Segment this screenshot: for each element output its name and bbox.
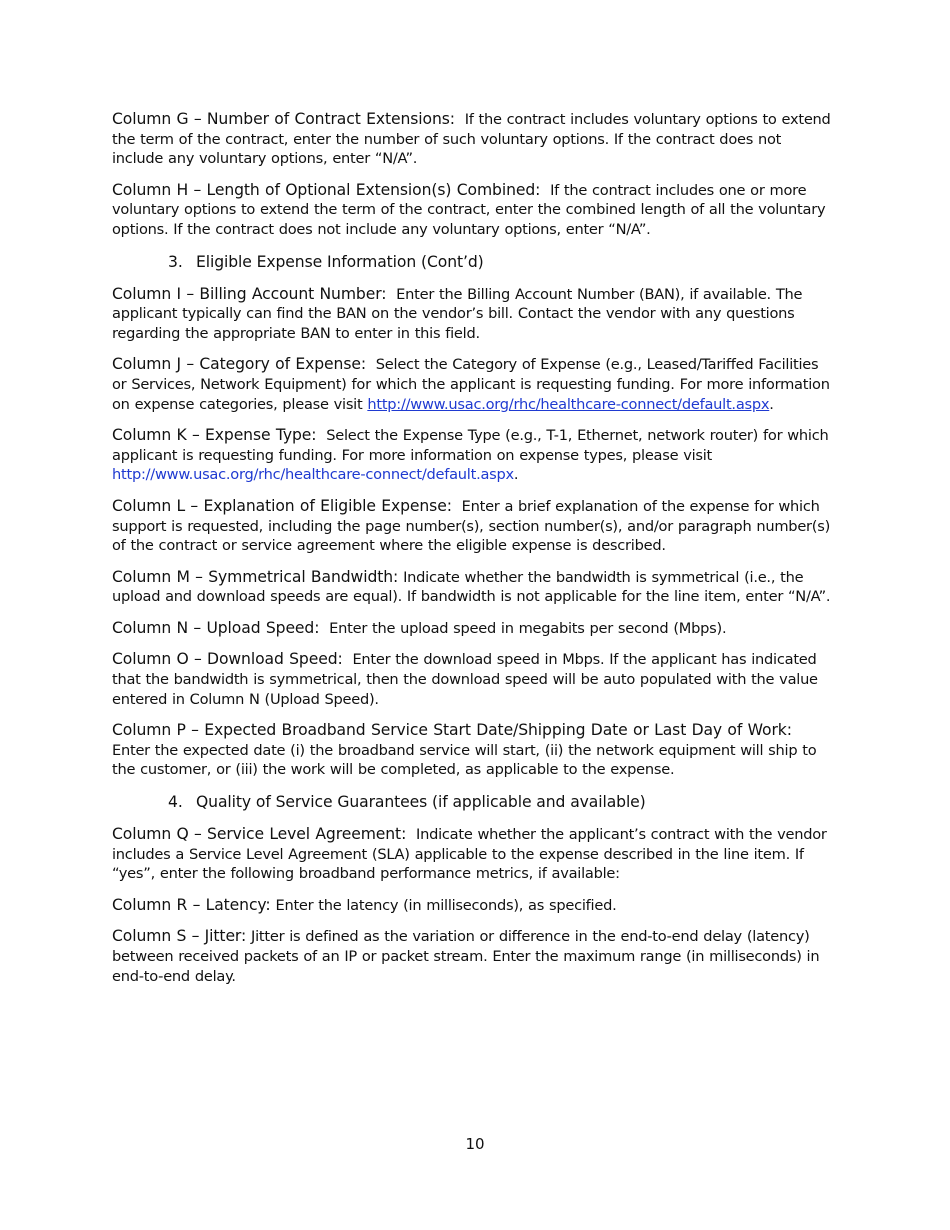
column-q-entry <box>112 825 832 884</box>
column-n-entry <box>112 619 832 639</box>
column-m-text: Indicate whether the bandwidth is symmetrical (i.e., the upload and download speeds are equal). If bandwidth is not applicable for the line item, enter “N/A”. <box>112 568 831 606</box>
column-j-period: . <box>769 395 774 413</box>
column-o-term: Column O – Download Speed: <box>112 650 343 669</box>
column-n-text: Enter the upload speed in megabits per second (Mbps). <box>329 619 727 637</box>
column-k-entry <box>112 426 832 485</box>
section-3-number: 3. <box>168 252 183 271</box>
column-s-term: Column S – Jitter: <box>112 927 247 946</box>
column-k-period: . <box>513 466 519 484</box>
column-l-text: Enter a brief explanation of the expense for which support is requested, including the page number(s), section number(s), and/or paragraph number(s) of the contract or service agreement where the eligible expense is described. <box>112 497 831 555</box>
column-r-text: Enter the latency (in milliseconds), as specified. <box>275 896 617 914</box>
column-q-text: Indicate whether the applicant’s contract with the vendor includes a Service Level Agreement (SLA) applicable to the expense described in the line item. If “yes”, enter the following broadband performance metrics, if available: <box>112 826 827 883</box>
page-number: 10 <box>465 1135 485 1153</box>
section-4-heading <box>168 792 832 812</box>
section-3-heading <box>168 252 832 272</box>
column-o-entry <box>112 650 832 709</box>
column-r-term: Column R – Latency: <box>112 895 271 914</box>
column-p-term: Column P – Expected Broadband Service Start Date/Shipping Date or Last Day of Work: <box>112 721 792 740</box>
column-g-entry <box>112 110 832 169</box>
column-l-entry <box>112 497 832 556</box>
column-i-text: Enter the Billing Account Number (BAN), if available. The applicant typically can find the BAN on the vendor’s bill. Contact the vendor with any questions regarding the appropriate BAN to enter in this field. <box>112 285 803 342</box>
column-h-term: Column H – Length of Optional Extension(s) Combined: <box>112 180 541 199</box>
column-g-term: Column G – Number of Contract Extensions: <box>112 110 455 128</box>
column-l-term: Column L – Explanation of Eligible Expense: <box>112 496 452 515</box>
column-o-text: Enter the download speed in Mbps. If the applicant has indicated that the bandwidth is symmetrical, then the download speed will be auto populated with the value entered in Column N (Upload Speed). <box>112 651 818 708</box>
column-i-entry <box>112 285 832 344</box>
column-r-entry <box>112 896 832 916</box>
column-j-text: Select the Category of Expense (e.g., Leased/Tariffed Facilities or Services, Network Equipment) for which the applicant is requesting funding. For more information on expense categories, please visit <box>112 356 830 413</box>
column-k-text: Select the Expense Type (e.g., T-1, Ethernet, network router) for which applicant is requesting funding. For more information on expense types, please visit <box>112 427 829 464</box>
column-h-entry <box>112 181 832 240</box>
column-p-text: Enter the expected date (i) the broadband service will start, (ii) the network equipment will ship to the customer, or (iii) the work will be completed, as applicable to the expense. <box>112 741 817 779</box>
column-j-link[interactable]: http://www.usac.org/rhc/healthcare-connect/default.aspx <box>367 395 770 413</box>
column-m-term: Column M – Symmetrical Bandwidth: <box>112 567 399 586</box>
column-j-entry <box>112 355 832 414</box>
column-k-link[interactable]: http://www.usac.org/rhc/healthcare-connect/default.aspx <box>112 466 514 484</box>
column-h-text: If the contract includes one or more voluntary options to extend the term of the contract, enter the combined length of all the voluntary options. If the contract does not include any voluntary options, enter “N/A”. <box>112 181 826 238</box>
column-n-term: Column N – Upload Speed: <box>112 618 320 637</box>
column-g-text: If the contract includes voluntary options to extend the term of the contract, enter the number of such voluntary options. If the contract does not include any voluntary options, enter “N/A”. <box>112 111 831 168</box>
column-k-term: Column K – Expense Type: <box>112 426 317 445</box>
column-j-term: Column J – Category of Expense: <box>112 355 366 374</box>
section-4-number: 4. <box>168 793 183 812</box>
column-s-entry <box>112 927 832 986</box>
column-s-text: Jitter is defined as the variation or difference in the end-to-end delay (latency) between received packets of an IP or packet stream. Enter the maximum range (in milliseconds) in end-to-end delay. <box>112 928 820 985</box>
column-m-entry <box>112 568 832 607</box>
column-i-term: Column I – Billing Account Number: <box>112 284 387 303</box>
section-4-title: Quality of Service Guarantees (if applicable and available) <box>196 793 646 812</box>
document-page <box>112 110 832 998</box>
column-q-term: Column Q – Service Level Agreement: <box>112 825 407 844</box>
section-3-title: Eligible Expense Information (Cont’d) <box>196 252 484 271</box>
column-p-entry <box>112 721 832 780</box>
